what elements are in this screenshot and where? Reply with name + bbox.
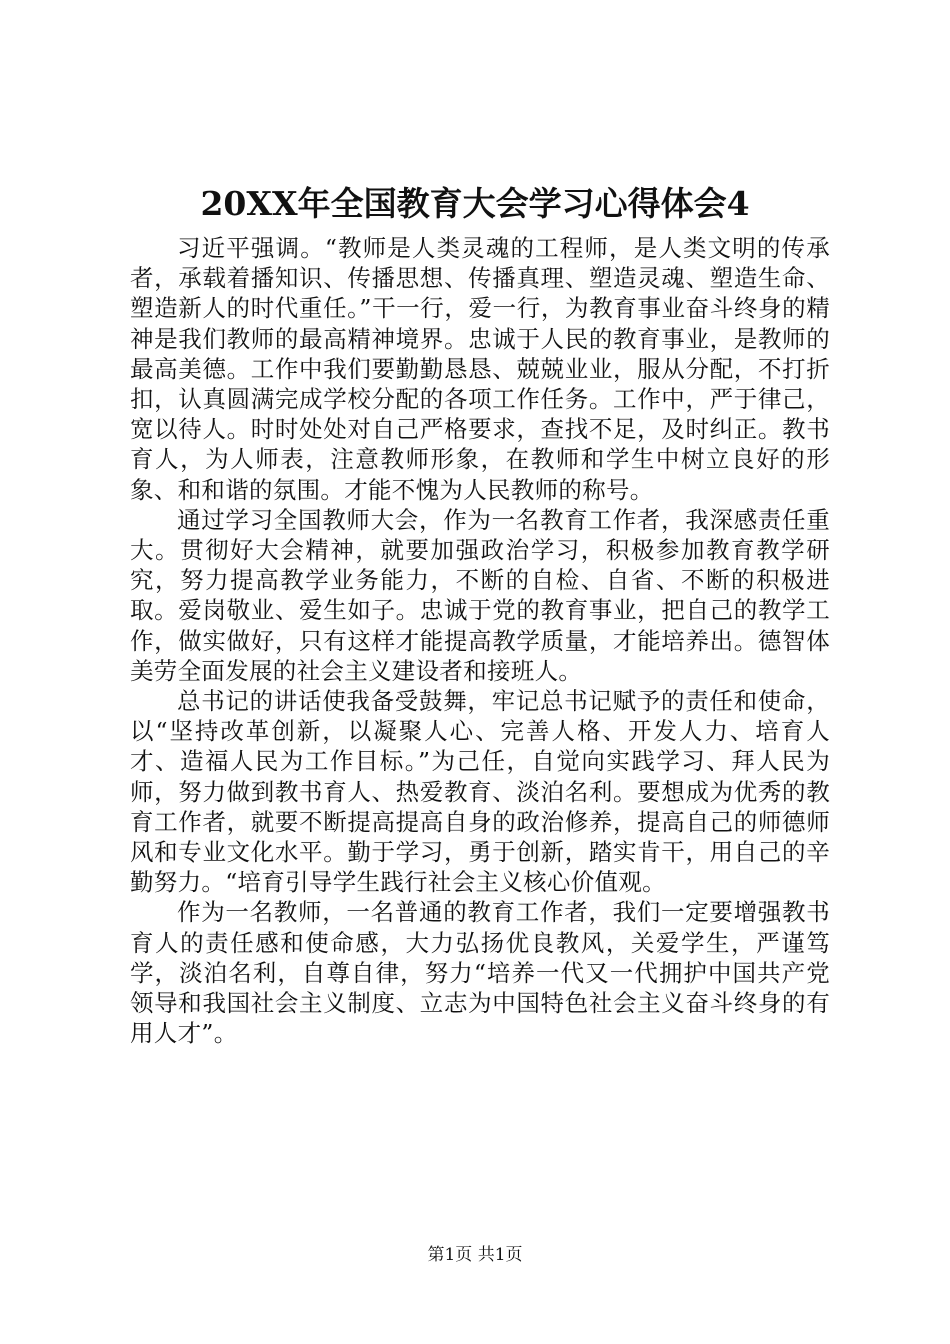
paragraph: 通过学习全国教师大会，作为一名教育工作者，我深感责任重大。贯彻好大会精神，就要加强政治学习，积极参加教育教学研究，努力提高教学业务能力，不断的自检、自省、不断的积极进取。爱岗敬业、爱生如子。忠诚于党的教育事业，把自己的教学工作，做实做好，只有这样才能提高教学质量，才能培养出。德智体美劳全面发展的社会主义建设者和接班人。: [130, 505, 830, 685]
document-title: 20XX年全国教育大会学习心得体会4: [200, 184, 750, 223]
paragraph: 习近平强调。“教师是人类灵魂的工程师，是人类文明的传承者，承载着播知识、传播思想、传播真理、塑造灵魂、塑造生命、塑造新人的时代重任。”干一行，爱一行，为教育事业奋斗终身的精神是我们教师的最高精神境界。忠诚于人民的教育事业，是教师的最高美德。工作中我们要勤勤恳恳、兢兢业业，服从分配，不打折扣，认真圆满完成学校分配的各项工作任务。工作中，严于律己，宽以待人。时时处处对自己严格要求，查找不足，及时纠正。教书育人，为人师表，注意教师形象，在教师和学生中树立良好的形象、和和谐的氛围。才能不愧为人民教师的称号。: [130, 234, 830, 504]
paragraph: 作为一名教师，一名普通的教育工作者，我们一定要增强教书育人的责任感和使命感，大力弘扬优良教风，关爱学生，严谨笃学，淡泊名利，自尊自律，努力“培养一代又一代拥护中国共产党领导和我国社会主义制度、立志为中国特色社会主义奋斗终身的有用人才”。: [130, 898, 830, 1048]
paragraph: 总书记的讲话使我备受鼓舞，牢记总书记赋予的责任和使命，以“坚持改革创新，以凝聚人心、完善人格、开发人力、培育人才、造福人民为工作目标。”为己任，自觉向实践学习、拜人民为师，努力做到教书育人、热爱教育、淡泊名利。要想成为优秀的教育工作者，就要不断提高提高自身的政治修养，提高自己的师德师风和专业文化水平。勤于学习，勇于创新，踏实肯干，用自己的辛勤努力。“培育引导学生践行社会主义核心价值观。: [130, 687, 830, 897]
page-footer: 第1页 共1页: [427, 1245, 523, 1265]
document-body: [130, 233, 830, 1048]
